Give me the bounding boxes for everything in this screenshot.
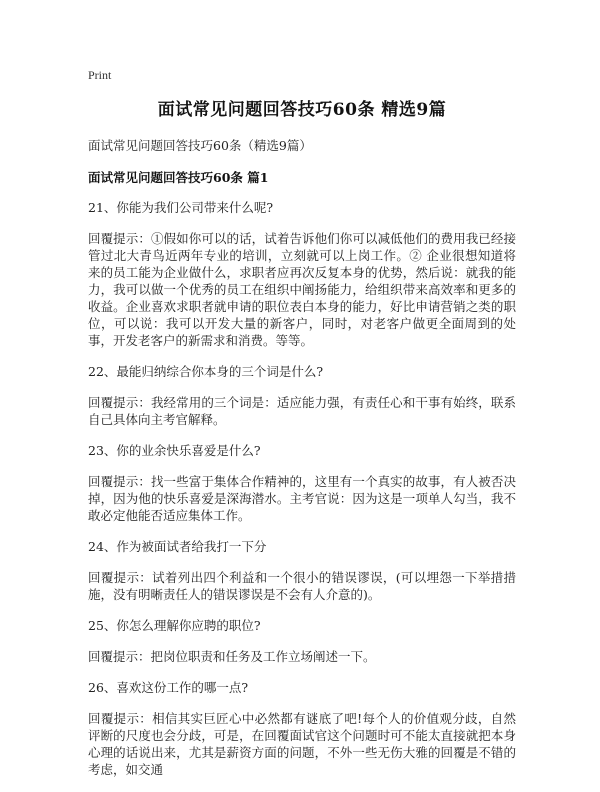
question-text: 22、最能归纳综合你本身的三个词是什么? [88, 364, 324, 379]
question-text: 26、喜欢这份工作的哪一点? [88, 680, 249, 695]
question-text: 24、作为被面试者给我打一下分 [88, 539, 267, 554]
qa-item [88, 442, 516, 524]
print-link[interactable]: Print [88, 68, 112, 82]
document-subtitle: 面试常见问题回答技巧60条（精选9篇） [88, 138, 312, 153]
section-heading: 面试常见问题回答技巧60条 篇1 [88, 170, 269, 185]
document-page [88, 68, 516, 792]
qa-item [88, 679, 516, 778]
qa-item [88, 538, 516, 603]
qa-item [88, 363, 516, 428]
answer-text: 回覆提示：试着列出四个利益和一个很小的错误谬误，(可以埋怨一下举措措施，没有明晰责任人的错误谬误是不会有人介意的)。 [88, 570, 516, 602]
page-title: 面试常见问题回答技巧60条 精选9篇 [157, 100, 447, 120]
question-text: 21、你能为我们公司带来什么呢? [88, 200, 274, 215]
answer-text: 回覆提示：①假如你可以的话，试着告诉他们你可以减低他们的费用我已经接管过北大青鸟近两年专业的培训，立刻就可以上岗工作。② 企业很想知道将来的员工能为企业做什么，求职者应再次反复本身的优势，然后说：就我的能力，我可以做一个优秀的员工在组织中阐扬能力，给组织带来高效率和更多的收益。企业喜欢求职者就申请的职位表白本身的能力，好比申请营销之类的职位，可以说：我可以开发大量的新客户，同时，对老客户做更全面周到的处事，开发老客户的新需求和消费。等等。 [88, 231, 516, 348]
answer-text: 回覆提示：找一些富于集体合作精神的，这里有一个真实的故事，有人被否决掉，因为他的快乐喜爱是深海潜水。主考官说：因为这是一项单人勾当，我不敢必定他能否适应集体工作。 [88, 474, 516, 523]
answer-text: 回覆提示：相信其实巨匠心中必然都有谜底了吧!每个人的价值观分歧，自然评断的尺度也会分歧，可是，在回覆面试官这个问题时可不能太直接就把本身心理的话说出来，尤其是薪资方面的问题，不外一些无伤大雅的回覆是不错的考虑，如交通 [88, 711, 516, 777]
qa-item [88, 617, 516, 665]
question-text: 23、你的业余快乐喜爱是什么? [88, 443, 261, 458]
answer-text: 回覆提示：把岗位职责和任务及工作立场阐述一下。 [88, 649, 376, 664]
qa-item [88, 199, 516, 349]
question-text: 25、你怎么理解你应聘的职位? [88, 618, 261, 633]
answer-text: 回覆提示：我经常用的三个词是：适应能力强，有责任心和干事有始终，联系自己具体向主考官解释。 [88, 395, 516, 427]
